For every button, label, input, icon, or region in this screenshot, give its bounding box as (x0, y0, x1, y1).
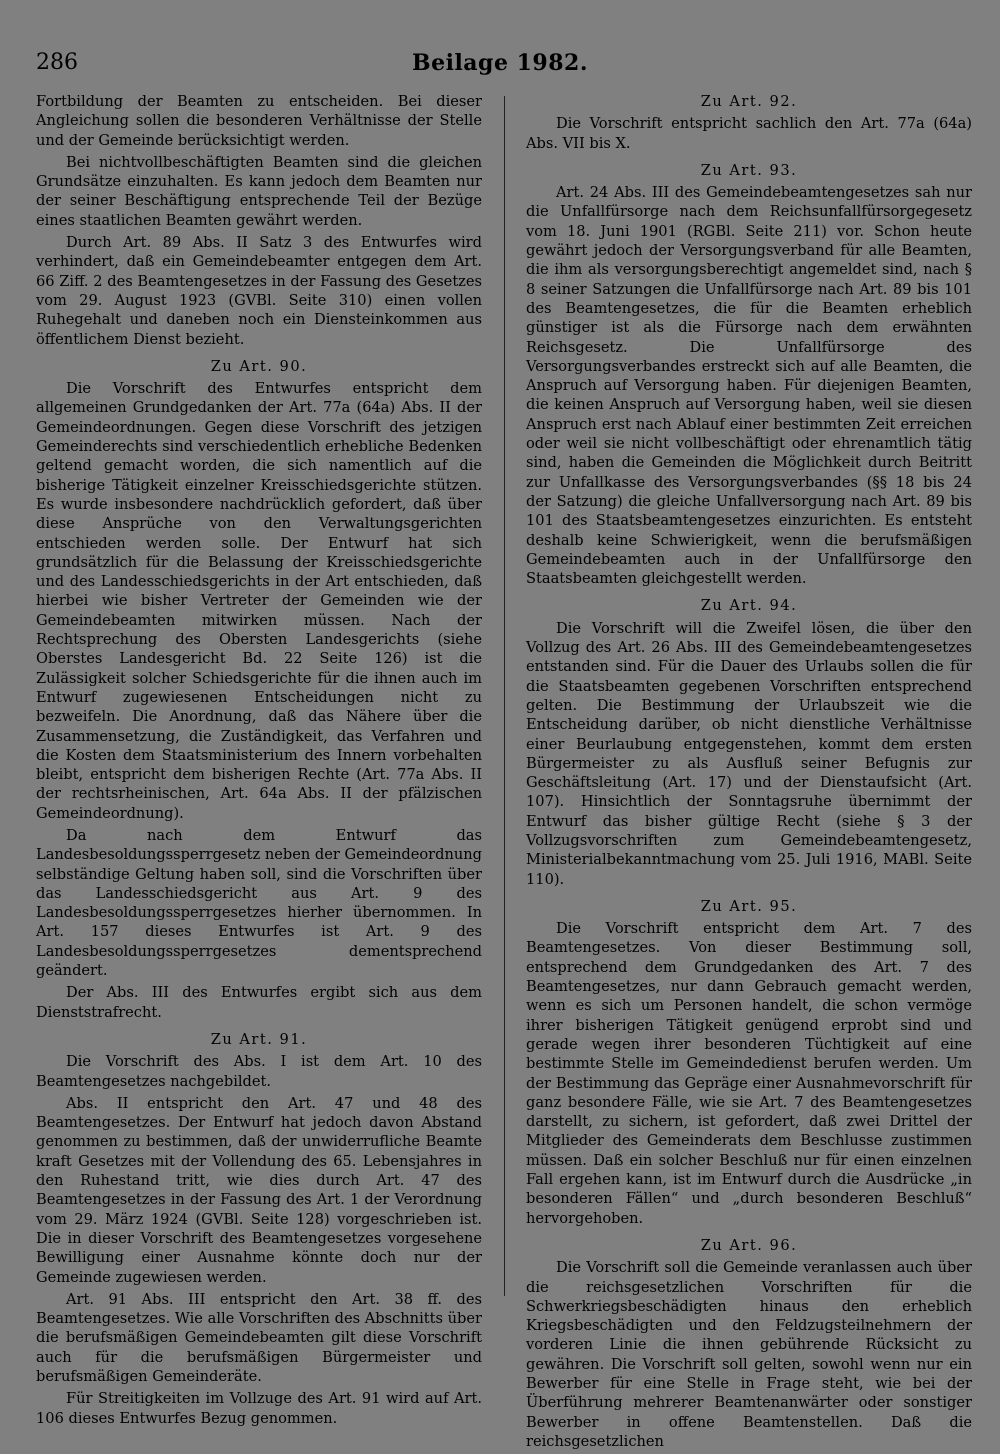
paragraph: Art. 91 Abs. III entspricht den Art. 38 ff. des Beamtengesetzes. Wie alle Vorschriften des Abschnitts über die berufsmäßigen Gemeindebeamten gilt diese Vorschrift auch für die berufsmäßigen Bürgermeister und berufsmäßigen Gemeinderäte. (36, 1290, 482, 1385)
paragraph: Art. 24 Abs. III des Gemeindebeamtengesetzes sah nur die Unfallfürsorge nach dem Reichsunfallfürsorgegesetz vom 18. Juni 1901 (RGBl. Seite 211) vor. Schon heute gewährt jedoch der Versorgungsverband für alle Beamten, die ihm als versorgungsberechtigt angemeldet sind, nach § 8 seiner Satzungen die Unfallfürsorge nach Art. 89 bis 101 des Beamtengesetzes, die für die Beamten erheblich günstiger ist als die Fürsorge nach dem erwähnten Reichsgesetz. Die Unfallfürsorge des Versorgungsverbandes erstreckt sich auf alle Beamten, die Anspruch auf Versorgung haben. Für diejenigen Beamten, die keinen Anspruch auf Versorgung haben, weil sie diesen Anspruch erst nach Ablauf einer bestimmten Zeit erreichen oder weil sie nicht vollbeschäftigt oder ehrenamtlich tätig sind, haben die Gemeinden die Möglichkeit durch Beitritt zur Unfallkasse des Versorgungsverbandes (§§ 18 bis 24 der Satzung) die gleiche Unfallversorgung nach Art. 89 bis 101 des Staatsbeamtengesetzes einzurichten. Es entsteht deshalb keine Schwierigkeit, wenn die berufsmäßigen Gemeindebeamten auch in der Unfallfürsorge den Staatsbeamten gleichgestellt werden. (526, 184, 972, 588)
paragraph: Der Abs. III des Entwurfes ergibt sich aus dem Dienststrafrecht. (36, 984, 482, 1021)
column-divider (504, 96, 505, 1296)
paragraph: Durch Art. 89 Abs. II Satz 3 des Entwurfes wird verhindert, daß ein Gemeindebeamter entgegen dem Art. 66 Ziff. 2 des Beamtengesetzes in der Fassung des Gesetzes vom 29. August 1923 (GVBl. Seite 310) einen vollen Ruhegehalt und daneben noch ein Diensteinkommen aus öffentlichem Dienst bezieht. (36, 234, 482, 348)
section-heading-art-92: Zu Art. 92. (700, 93, 798, 110)
paragraph: Die Vorschrift des Entwurfes entspricht dem allgemeinen Grundgedanken der Art. 77a (64a) Abs. II der Gemeindeordnungen. Gegen diese Vorschrift des jetzigen Gemeinderechts sind verschiedentlich erhebliche Bedenken geltend gemacht worden, die sich namentlich auf die bisherige Tätigkeit einzelner Kreisschiedsgerichte stützen. Es wurde insbesondere nachdrücklich gefordert, daß über diese Ansprüche von den Verwaltungsgerichten entschieden werden solle. Der Entwurf hat sich grundsätzlich für die Belassung der Kreisschiedsgerichte und des Landesschiedsgerichts in der Art entschieden, daß hierbei wie bisher Vertreter der Gemeinden wie der Gemeindebeamten mitwirken müssen. Nach der Rechtsprechung des Obersten Landesgerichts (siehe Oberstes Landesgericht Bd. 22 Seite 126) ist die Zulässigkeit solcher Schiedsgerichte für die ihnen auch im Entwurf zugewiesenen Entscheidungen nicht zu bezweifeln. Die Anordnung, daß das Nähere über die Zusammensetzung, die Zuständigkeit, das Verfahren und die Kosten dem Staatsministerium des Innern vorbehalten bleibt, entspricht dem bisherigen Rechte (Art. 77a Abs. II der rechtsrheinischen, Art. 64a Abs. II der pfälzischen Gemeindeordnung). (36, 380, 482, 822)
paragraph: Die Vorschrift soll die Gemeinde veranlassen auch über die reichsgesetzlichen Vorschriften für die Schwerkriegsbeschädigten hinaus den erheblich Kriegsbeschädigten und den Feldzugsteilnehmern der vorderen Linie die ihnen gebührende Rücksicht zu gewähren. Die Vorschrift soll gelten, sowohl wenn nur ein Bewerber für eine Stelle in Frage steht, wie bei der Überführung mehrerer Beamtenanwärter oder sonstiger Bewerber in offene Beamtenstellen. Daß die reichsgesetzlichen (526, 1259, 972, 1450)
right-column (526, 92, 972, 1454)
page-number: 286 (36, 50, 78, 75)
section-heading-art-93: Zu Art. 93. (700, 161, 798, 179)
section-heading-art-94: Zu Art. 94. (700, 597, 798, 615)
page-title: Beilage 1982. (412, 50, 588, 76)
section-heading-art-91: Zu Art. 91. (210, 1030, 308, 1048)
paragraph: Die Vorschrift entspricht dem Art. 7 des Beamtengesetzes. Von dieser Bestimmung soll, entsprechend dem Grundgedanken des Art. 7 des Beamtengesetzes, nur dann Gebrauch gemacht werden, wenn es sich um Personen handelt, die schon vermöge ihrer bisherigen Tätigkeit genügend erprobt sind und gerade wegen ihrer besonderen Tüchtigkeit auf eine bestimmte Stelle im Gemeindedienst berufen werden. Um der Bestimmung das Gepräge einer Ausnahmevorschrift für ganz besondere Fälle, wie sie Art. 7 des Beamtengesetzes darstellt, zu sichern, ist gefordert, daß zwei Drittel der Mitglieder des Gemeinderats dem Beschlusse zustimmen müssen. Daß ein solcher Beschluß nur für einen einzelnen Fall ergehen kann, ist im Entwurf durch die Ausdrücke „in besonderen Fällen“ und „durch besonderen Beschluß“ hervorgehoben. (526, 920, 972, 1227)
paragraph: Die Vorschrift entspricht sachlich den Art. 77a (64a) Abs. VII bis X. (526, 115, 972, 152)
paragraph: Die Vorschrift will die Zweifel lösen, die über den Vollzug des Art. 26 Abs. III des Gemeindebeamtengesetzes entstanden sind. Für die Dauer des Urlaubs sollen die für die Staatsbeamten gegebenen Vorschriften entsprechend gelten. Die Bestimmung der Urlaubszeit wie die Entscheidung darüber, ob nicht dienstliche Verhältnisse einer Beurlaubung entgegenstehen, kommt dem ersten Bürgermeister zu als Ausfluß seiner Befugnis zur Geschäftsleitung (Art. 17) und der Dienstaufsicht (Art. 107). Hinsichtlich der Sonntagsruhe übernimmt der Entwurf das bisher gültige Recht (siehe § 3 der Vollzugsvorschriften zum Gemeindebeamtengesetz, Ministerialbekanntmachung vom 25. Juli 1916, MABl. Seite 110). (526, 619, 972, 888)
paragraph: Für Streitigkeiten im Vollzuge des Art. 91 wird auf Art. 106 dieses Entwurfes Bezug genommen. (36, 1390, 482, 1427)
paragraph: Fortbildung der Beamten zu entscheiden. Bei dieser Angleichung sollen die besonderen Verhältnisse der Stelle und der Gemeinde berücksichtigt werden. (36, 93, 482, 149)
paragraph: Da nach dem Entwurf das Landesbesoldungssperrgesetz neben der Gemeindeordnung selbständige Geltung haben soll, sind die Vorschriften über das Landesschiedsgericht aus Art. 9 des Landesbesoldungssperrgesetzes hierher übernommen. In Art. 157 dieses Entwurfes ist Art. 9 des Landesbesoldungssperrgesetzes dementsprechend geändert. (36, 826, 482, 980)
left-column (36, 92, 482, 1431)
section-heading-art-96: Zu Art. 96. (700, 1236, 798, 1254)
paragraph: Die Vorschrift des Abs. I ist dem Art. 10 des Beamtengesetzes nachgebildet. (36, 1053, 482, 1090)
paragraph: Bei nichtvollbeschäftigten Beamten sind die gleichen Grundsätze einzuhalten. Es kann jedoch dem Beamten nur der seiner Beschäftigung entsprechende Teil der Bezüge eines staatlichen Beamten gewährt werden. (36, 153, 482, 229)
section-heading-art-95: Zu Art. 95. (700, 897, 798, 915)
paragraph: Abs. II entspricht den Art. 47 und 48 des Beamtengesetzes. Der Entwurf hat jedoch davon Abstand genommen zu bestimmen, daß der unwiderrufliche Beamte kraft Gesetzes mit der Vollendung des 65. Lebensjahres in den Ruhestand tritt, wie dies durch Art. 47 des Beamtengesetzes in der Fassung des Art. 1 der Verordnung vom 29. März 1924 (GVBl. Seite 128) vorgeschrieben ist. Die in dieser Vorschrift des Beamtengesetzes vorgesehene Bewilligung einer Ausnahme könnte doch nur der Gemeinde zugewiesen werden. (36, 1094, 482, 1286)
section-heading-art-90: Zu Art. 90. (210, 357, 308, 375)
